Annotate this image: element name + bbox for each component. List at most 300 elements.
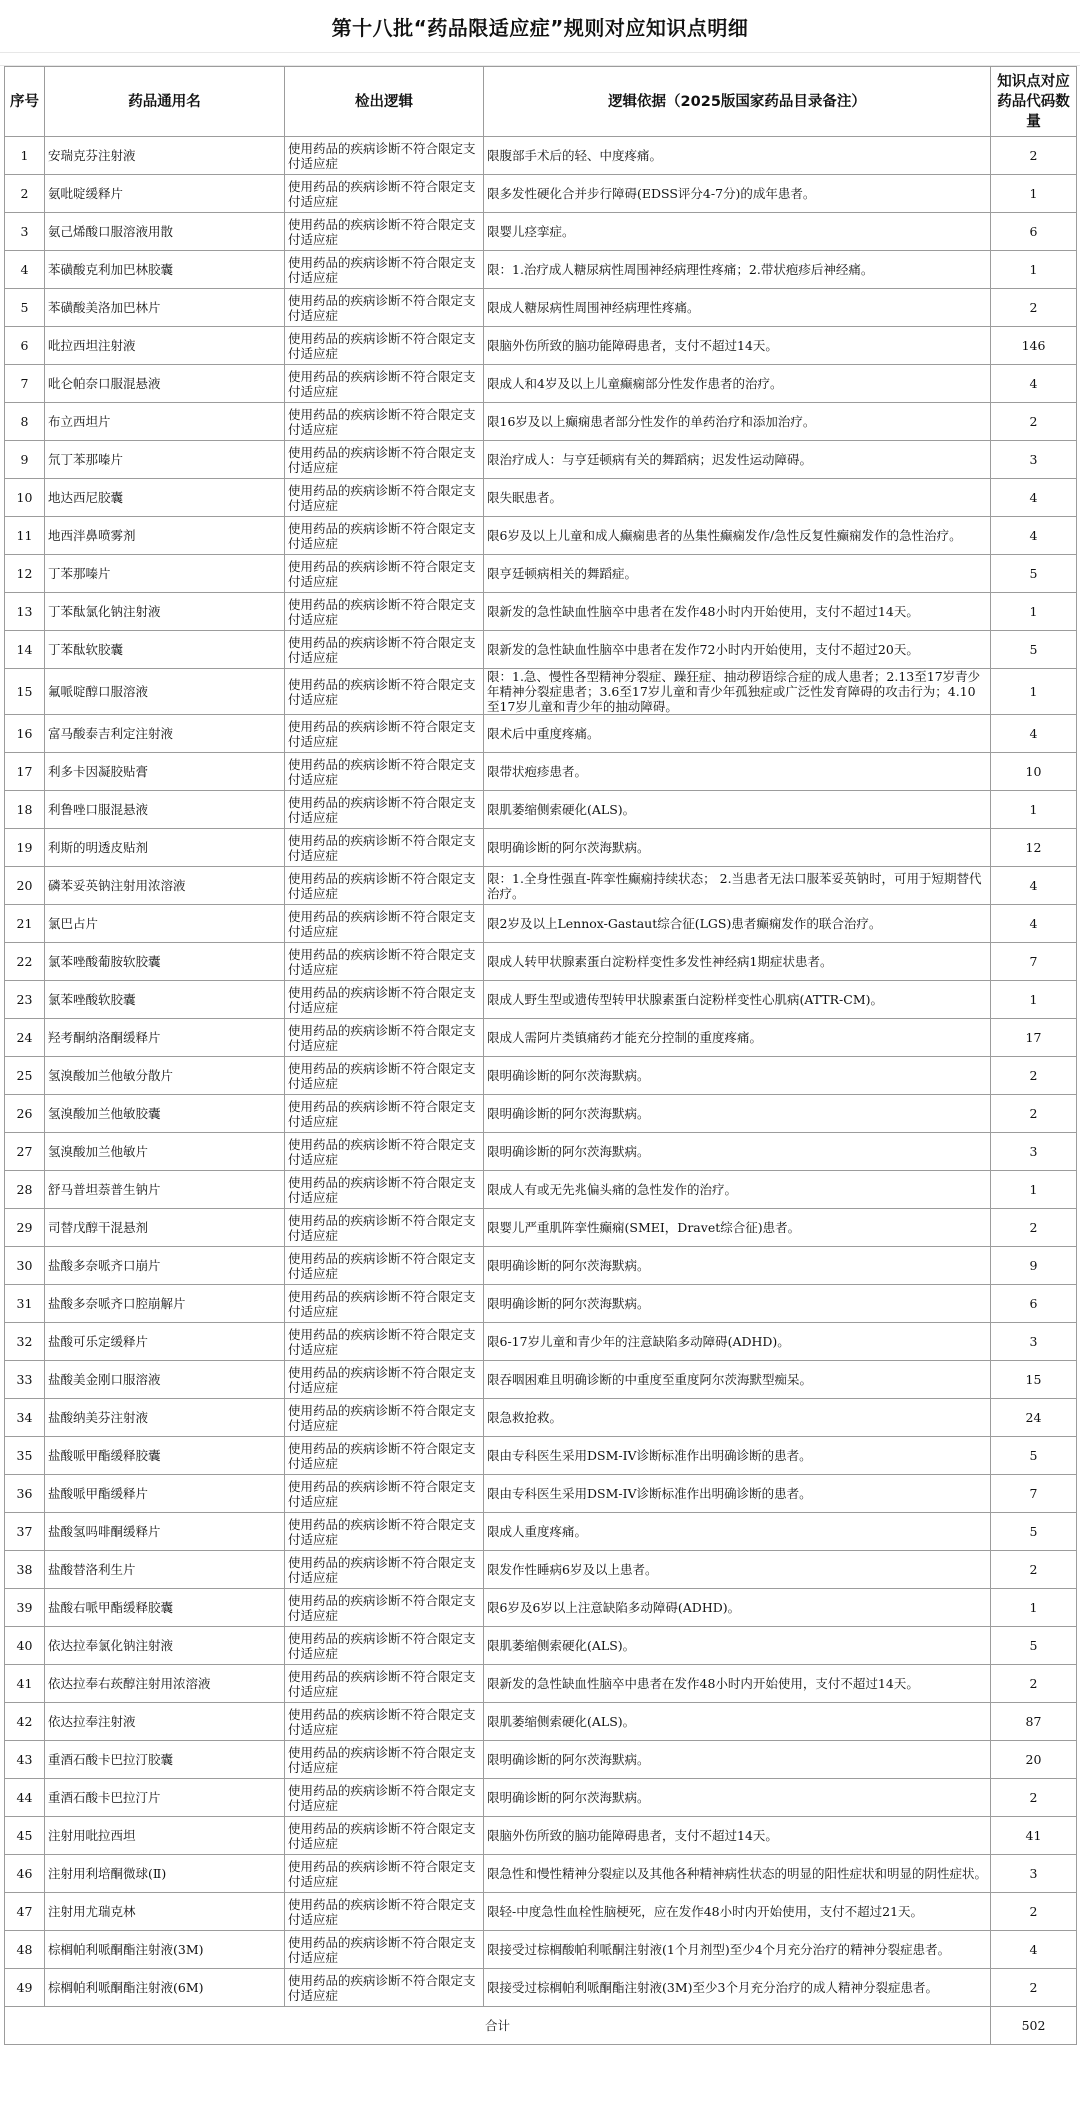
- logic-basis-cell: 限轻-中度急性血栓性脑梗死，应在发作48小时内开始使用，支付不超过21天。: [484, 1893, 991, 1931]
- drug-name-cell: 布立西坦片: [45, 403, 285, 441]
- table-row: [5, 213, 1077, 251]
- code-count-cell: 2: [991, 403, 1077, 441]
- row-number-cell: 20: [5, 867, 45, 905]
- row-number-cell: 7: [5, 365, 45, 403]
- detection-logic-cell: 使用药品的疾病诊断不符合限定支付适应症: [285, 289, 484, 327]
- header-no: 序号: [5, 67, 45, 137]
- detection-logic-cell: 使用药品的疾病诊断不符合限定支付适应症: [285, 1817, 484, 1855]
- code-count-cell: 4: [991, 905, 1077, 943]
- drug-name-cell: 舒马普坦萘普生钠片: [45, 1171, 285, 1209]
- code-count-cell: 5: [991, 555, 1077, 593]
- code-count-cell: 4: [991, 479, 1077, 517]
- logic-basis-cell: 限术后中重度疼痛。: [484, 715, 991, 753]
- detection-logic-cell: 使用药品的疾病诊断不符合限定支付适应症: [285, 403, 484, 441]
- detection-logic-cell: 使用药品的疾病诊断不符合限定支付适应症: [285, 1779, 484, 1817]
- detection-logic-cell: 使用药品的疾病诊断不符合限定支付适应症: [285, 1513, 484, 1551]
- logic-basis-cell: 限明确诊断的阿尔茨海默病。: [484, 1057, 991, 1095]
- drug-name-cell: 依达拉奉氯化钠注射液: [45, 1627, 285, 1665]
- drug-name-cell: 棕榈帕利哌酮酯注射液(3M): [45, 1931, 285, 1969]
- drug-name-cell: 依达拉奉右莰醇注射用浓溶液: [45, 1665, 285, 1703]
- code-count-cell: 2: [991, 289, 1077, 327]
- detection-logic-cell: 使用药品的疾病诊断不符合限定支付适应症: [285, 1893, 484, 1931]
- drug-name-cell: 注射用利培酮微球(Ⅱ): [45, 1855, 285, 1893]
- code-count-cell: 2: [991, 1893, 1077, 1931]
- detection-logic-cell: 使用药品的疾病诊断不符合限定支付适应症: [285, 715, 484, 753]
- code-count-cell: 5: [991, 1513, 1077, 1551]
- row-number-cell: 21: [5, 905, 45, 943]
- table-row: [5, 867, 1077, 905]
- row-number-cell: 47: [5, 1893, 45, 1931]
- row-number-cell: 36: [5, 1475, 45, 1513]
- drug-name-cell: 盐酸右哌甲酯缓释胶囊: [45, 1589, 285, 1627]
- drug-name-cell: 氟哌啶醇口服溶液: [45, 669, 285, 715]
- row-number-cell: 13: [5, 593, 45, 631]
- drug-name-cell: 棕榈帕利哌酮酯注射液(6M): [45, 1969, 285, 2007]
- row-number-cell: 18: [5, 791, 45, 829]
- table-row: [5, 905, 1077, 943]
- table-row: [5, 1513, 1077, 1551]
- drug-name-cell: 丁苯酞软胶囊: [45, 631, 285, 669]
- code-count-cell: 3: [991, 441, 1077, 479]
- code-count-cell: 5: [991, 1437, 1077, 1475]
- row-number-cell: 2: [5, 175, 45, 213]
- code-count-cell: 4: [991, 715, 1077, 753]
- logic-basis-cell: 限16岁及以上癫痫患者部分性发作的单药治疗和添加治疗。: [484, 403, 991, 441]
- drug-name-cell: 司替戊醇干混悬剂: [45, 1209, 285, 1247]
- code-count-cell: 6: [991, 213, 1077, 251]
- total-label: 合计: [5, 2007, 991, 2045]
- code-count-cell: 2: [991, 1209, 1077, 1247]
- logic-basis-cell: 限接受过棕榈酸帕利哌酮注射液(1个月剂型)至少4个月充分治疗的精神分裂症患者。: [484, 1931, 991, 1969]
- total-count: 502: [991, 2007, 1077, 2045]
- row-number-cell: 45: [5, 1817, 45, 1855]
- table-row: [5, 365, 1077, 403]
- row-number-cell: 19: [5, 829, 45, 867]
- table-row: [5, 715, 1077, 753]
- table-row: [5, 1019, 1077, 1057]
- table-row: [5, 1817, 1077, 1855]
- detection-logic-cell: 使用药品的疾病诊断不符合限定支付适应症: [285, 905, 484, 943]
- detection-logic-cell: 使用药品的疾病诊断不符合限定支付适应症: [285, 943, 484, 981]
- row-number-cell: 42: [5, 1703, 45, 1741]
- code-count-cell: 41: [991, 1817, 1077, 1855]
- row-number-cell: 40: [5, 1627, 45, 1665]
- table-row: [5, 327, 1077, 365]
- row-number-cell: 15: [5, 669, 45, 715]
- table-row: [5, 593, 1077, 631]
- drug-name-cell: 氯苯唑酸软胶囊: [45, 981, 285, 1019]
- row-number-cell: 32: [5, 1323, 45, 1361]
- detection-logic-cell: 使用药品的疾病诊断不符合限定支付适应症: [285, 1551, 484, 1589]
- code-count-cell: 1: [991, 175, 1077, 213]
- code-count-cell: 1: [991, 1589, 1077, 1627]
- row-number-cell: 9: [5, 441, 45, 479]
- code-count-cell: 17: [991, 1019, 1077, 1057]
- logic-basis-cell: 限脑外伤所致的脑功能障碍患者，支付不超过14天。: [484, 1817, 991, 1855]
- header-drug-name: 药品通用名: [45, 67, 285, 137]
- drug-name-cell: 利多卡因凝胶贴膏: [45, 753, 285, 791]
- code-count-cell: 1: [991, 1171, 1077, 1209]
- table-row: [5, 1133, 1077, 1171]
- header-count: 知识点对应药品代码数量: [991, 67, 1077, 137]
- drug-name-cell: 丁苯那嗪片: [45, 555, 285, 593]
- logic-basis-cell: 限急性和慢性精神分裂症以及其他各种精神病性状态的明显的阳性症状和明显的阴性症状。: [484, 1855, 991, 1893]
- logic-basis-cell: 限腹部手术后的轻、中度疼痛。: [484, 137, 991, 175]
- detection-logic-cell: 使用药品的疾病诊断不符合限定支付适应症: [285, 555, 484, 593]
- drug-name-cell: 盐酸氢吗啡酮缓释片: [45, 1513, 285, 1551]
- logic-basis-cell: 限6-17岁儿童和青少年的注意缺陷多动障碍(ADHD)。: [484, 1323, 991, 1361]
- table-header-row: [5, 67, 1077, 137]
- drug-name-cell: 吡仑帕奈口服混悬液: [45, 365, 285, 403]
- logic-basis-cell: 限明确诊断的阿尔茨海默病。: [484, 1285, 991, 1323]
- logic-basis-cell: 限接受过棕榈帕利哌酮酯注射液(3M)至少3个月充分治疗的成人精神分裂症患者。: [484, 1969, 991, 2007]
- code-count-cell: 1: [991, 981, 1077, 1019]
- detection-logic-cell: 使用药品的疾病诊断不符合限定支付适应症: [285, 1133, 484, 1171]
- table-row: [5, 1361, 1077, 1399]
- logic-basis-cell: 限成人需阿片类镇痛药才能充分控制的重度疼痛。: [484, 1019, 991, 1057]
- code-count-cell: 5: [991, 1627, 1077, 1665]
- drug-name-cell: 氢溴酸加兰他敏胶囊: [45, 1095, 285, 1133]
- code-count-cell: 7: [991, 1475, 1077, 1513]
- table-row: [5, 1893, 1077, 1931]
- logic-basis-cell: 限明确诊断的阿尔茨海默病。: [484, 1095, 991, 1133]
- row-number-cell: 48: [5, 1931, 45, 1969]
- table-row: [5, 669, 1077, 715]
- drug-name-cell: 盐酸多奈哌齐口崩片: [45, 1247, 285, 1285]
- detection-logic-cell: 使用药品的疾病诊断不符合限定支付适应症: [285, 1741, 484, 1779]
- logic-basis-cell: 限：1.急、慢性各型精神分裂症、躁狂症、抽动秽语综合症的成人患者；2.13至17岁青少年精神分裂症患者；3.6至17岁儿童和青少年孤独症或广泛性发育障碍的攻击行为；4.10至17岁儿童和青少年的抽动障碍。: [484, 669, 991, 715]
- row-number-cell: 17: [5, 753, 45, 791]
- detection-logic-cell: 使用药品的疾病诊断不符合限定支付适应症: [285, 175, 484, 213]
- row-number-cell: 25: [5, 1057, 45, 1095]
- logic-basis-cell: 限明确诊断的阿尔茨海默病。: [484, 1247, 991, 1285]
- detection-logic-cell: 使用药品的疾病诊断不符合限定支付适应症: [285, 1703, 484, 1741]
- drug-name-cell: 氯巴占片: [45, 905, 285, 943]
- logic-basis-cell: 限成人糖尿病性周围神经病理性疼痛。: [484, 289, 991, 327]
- code-count-cell: 2: [991, 1665, 1077, 1703]
- code-count-cell: 3: [991, 1855, 1077, 1893]
- detection-logic-cell: 使用药品的疾病诊断不符合限定支付适应症: [285, 1399, 484, 1437]
- table-row: [5, 631, 1077, 669]
- table-row: [5, 1171, 1077, 1209]
- logic-basis-cell: 限由专科医生采用DSM-IV诊断标准作出明确诊断的患者。: [484, 1437, 991, 1475]
- logic-basis-cell: 限成人野生型或遗传型转甲状腺素蛋白淀粉样变性心肌病(ATTR-CM)。: [484, 981, 991, 1019]
- table-row: [5, 791, 1077, 829]
- logic-basis-cell: 限成人重度疼痛。: [484, 1513, 991, 1551]
- table-row: [5, 1741, 1077, 1779]
- table-row: [5, 1057, 1077, 1095]
- table-row: [5, 1437, 1077, 1475]
- code-count-cell: 2: [991, 1551, 1077, 1589]
- code-count-cell: 2: [991, 1779, 1077, 1817]
- drug-name-cell: 盐酸替洛利生片: [45, 1551, 285, 1589]
- drug-name-cell: 吡拉西坦注射液: [45, 327, 285, 365]
- table-row: [5, 829, 1077, 867]
- table-body: [5, 137, 1077, 2045]
- detection-logic-cell: 使用药品的疾病诊断不符合限定支付适应症: [285, 1095, 484, 1133]
- detection-logic-cell: 使用药品的疾病诊断不符合限定支付适应症: [285, 867, 484, 905]
- table-row: [5, 175, 1077, 213]
- logic-basis-cell: 限明确诊断的阿尔茨海默病。: [484, 1133, 991, 1171]
- detection-logic-cell: 使用药品的疾病诊断不符合限定支付适应症: [285, 593, 484, 631]
- code-count-cell: 2: [991, 137, 1077, 175]
- code-count-cell: 4: [991, 365, 1077, 403]
- row-number-cell: 4: [5, 251, 45, 289]
- table-row: [5, 251, 1077, 289]
- logic-basis-cell: 限新发的急性缺血性脑卒中患者在发作72小时内开始使用，支付不超过20天。: [484, 631, 991, 669]
- blank-spacer-row: [0, 52, 1080, 66]
- code-count-cell: 4: [991, 867, 1077, 905]
- table-row: [5, 1627, 1077, 1665]
- detection-logic-cell: 使用药品的疾病诊断不符合限定支付适应症: [285, 1171, 484, 1209]
- row-number-cell: 35: [5, 1437, 45, 1475]
- table-row: [5, 1589, 1077, 1627]
- table-row: [5, 289, 1077, 327]
- drug-name-cell: 羟考酮纳洛酮缓释片: [45, 1019, 285, 1057]
- row-number-cell: 49: [5, 1969, 45, 2007]
- code-count-cell: 2: [991, 1057, 1077, 1095]
- detection-logic-cell: 使用药品的疾病诊断不符合限定支付适应症: [285, 441, 484, 479]
- logic-basis-cell: 限成人有或无先兆偏头痛的急性发作的治疗。: [484, 1171, 991, 1209]
- drug-name-cell: 氨己烯酸口服溶液用散: [45, 213, 285, 251]
- row-number-cell: 37: [5, 1513, 45, 1551]
- row-number-cell: 16: [5, 715, 45, 753]
- row-number-cell: 33: [5, 1361, 45, 1399]
- detection-logic-cell: 使用药品的疾病诊断不符合限定支付适应症: [285, 1665, 484, 1703]
- logic-basis-cell: 限肌萎缩侧索硬化(ALS)。: [484, 1627, 991, 1665]
- table-row: [5, 943, 1077, 981]
- row-number-cell: 38: [5, 1551, 45, 1589]
- table-row: [5, 1399, 1077, 1437]
- code-count-cell: 2: [991, 1095, 1077, 1133]
- detection-logic-cell: 使用药品的疾病诊断不符合限定支付适应症: [285, 479, 484, 517]
- logic-basis-cell: 限治疗成人：与亨廷顿病有关的舞蹈病；迟发性运动障碍。: [484, 441, 991, 479]
- drug-name-cell: 依达拉奉注射液: [45, 1703, 285, 1741]
- detection-logic-cell: 使用药品的疾病诊断不符合限定支付适应症: [285, 251, 484, 289]
- logic-basis-cell: 限成人和4岁及以上儿童癫痫部分性发作患者的治疗。: [484, 365, 991, 403]
- drug-name-cell: 盐酸可乐定缓释片: [45, 1323, 285, 1361]
- code-count-cell: 7: [991, 943, 1077, 981]
- table-row: [5, 1551, 1077, 1589]
- code-count-cell: 24: [991, 1399, 1077, 1437]
- detection-logic-cell: 使用药品的疾病诊断不符合限定支付适应症: [285, 1969, 484, 2007]
- drug-name-cell: 盐酸哌甲酯缓释胶囊: [45, 1437, 285, 1475]
- logic-basis-cell: 限多发性硬化合并步行障碍(EDSS评分4-7分)的成年患者。: [484, 175, 991, 213]
- code-count-cell: 87: [991, 1703, 1077, 1741]
- logic-basis-cell: 限婴儿痉挛症。: [484, 213, 991, 251]
- drug-name-cell: 盐酸哌甲酯缓释片: [45, 1475, 285, 1513]
- logic-basis-cell: 限6岁及6岁以上注意缺陷多动障碍(ADHD)。: [484, 1589, 991, 1627]
- table-row: [5, 1285, 1077, 1323]
- logic-basis-cell: 限明确诊断的阿尔茨海默病。: [484, 829, 991, 867]
- table-row: [5, 403, 1077, 441]
- drug-name-cell: 氢溴酸加兰他敏片: [45, 1133, 285, 1171]
- code-count-cell: 1: [991, 251, 1077, 289]
- code-count-cell: 6: [991, 1285, 1077, 1323]
- drug-name-cell: 氢溴酸加兰他敏分散片: [45, 1057, 285, 1095]
- table-row: [5, 479, 1077, 517]
- logic-basis-cell: 限：1.全身性强直-阵挛性癫痫持续状态； 2.当患者无法口服苯妥英钠时，可用于短期替代治疗。: [484, 867, 991, 905]
- detection-logic-cell: 使用药品的疾病诊断不符合限定支付适应症: [285, 829, 484, 867]
- drug-name-cell: 富马酸泰吉利定注射液: [45, 715, 285, 753]
- code-count-cell: 12: [991, 829, 1077, 867]
- detection-logic-cell: 使用药品的疾病诊断不符合限定支付适应症: [285, 137, 484, 175]
- detection-logic-cell: 使用药品的疾病诊断不符合限定支付适应症: [285, 1855, 484, 1893]
- code-count-cell: 4: [991, 517, 1077, 555]
- table-row: [5, 1703, 1077, 1741]
- detection-logic-cell: 使用药品的疾病诊断不符合限定支付适应症: [285, 791, 484, 829]
- detection-logic-cell: 使用药品的疾病诊断不符合限定支付适应症: [285, 1361, 484, 1399]
- detection-logic-cell: 使用药品的疾病诊断不符合限定支付适应症: [285, 1323, 484, 1361]
- table-row: [5, 1779, 1077, 1817]
- detection-logic-cell: 使用药品的疾病诊断不符合限定支付适应症: [285, 1589, 484, 1627]
- table-row: [5, 555, 1077, 593]
- detection-logic-cell: 使用药品的疾病诊断不符合限定支付适应症: [285, 1057, 484, 1095]
- drug-name-cell: 重酒石酸卡巴拉汀胶囊: [45, 1741, 285, 1779]
- row-number-cell: 12: [5, 555, 45, 593]
- logic-basis-cell: 限失眠患者。: [484, 479, 991, 517]
- logic-basis-cell: 限脑外伤所致的脑功能障碍患者，支付不超过14天。: [484, 327, 991, 365]
- row-number-cell: 30: [5, 1247, 45, 1285]
- code-count-cell: 15: [991, 1361, 1077, 1399]
- row-number-cell: 24: [5, 1019, 45, 1057]
- header-logic: 检出逻辑: [285, 67, 484, 137]
- table-row: [5, 1209, 1077, 1247]
- detection-logic-cell: 使用药品的疾病诊断不符合限定支付适应症: [285, 631, 484, 669]
- detection-logic-cell: 使用药品的疾病诊断不符合限定支付适应症: [285, 213, 484, 251]
- code-count-cell: 9: [991, 1247, 1077, 1285]
- drug-name-cell: 盐酸美金刚口服溶液: [45, 1361, 285, 1399]
- row-number-cell: 10: [5, 479, 45, 517]
- row-number-cell: 23: [5, 981, 45, 1019]
- code-count-cell: 10: [991, 753, 1077, 791]
- table-row: [5, 137, 1077, 175]
- logic-basis-cell: 限成人转甲状腺素蛋白淀粉样变性多发性神经病1期症状患者。: [484, 943, 991, 981]
- table-row: [5, 1475, 1077, 1513]
- code-count-cell: 1: [991, 791, 1077, 829]
- code-count-cell: 1: [991, 593, 1077, 631]
- logic-basis-cell: 限由专科医生采用DSM-IV诊断标准作出明确诊断的患者。: [484, 1475, 991, 1513]
- table-row: [5, 1323, 1077, 1361]
- table-row: [5, 441, 1077, 479]
- logic-basis-cell: 限婴儿严重肌阵挛性癫痫(SMEI，Dravet综合征)患者。: [484, 1209, 991, 1247]
- logic-basis-cell: 限2岁及以上Lennox-Gastaut综合征(LGS)患者癫痫发作的联合治疗。: [484, 905, 991, 943]
- logic-basis-cell: 限明确诊断的阿尔茨海默病。: [484, 1741, 991, 1779]
- drug-name-cell: 氘丁苯那嗪片: [45, 441, 285, 479]
- logic-basis-cell: 限新发的急性缺血性脑卒中患者在发作48小时内开始使用，支付不超过14天。: [484, 593, 991, 631]
- row-number-cell: 46: [5, 1855, 45, 1893]
- detection-logic-cell: 使用药品的疾病诊断不符合限定支付适应症: [285, 753, 484, 791]
- detection-logic-cell: 使用药品的疾病诊断不符合限定支付适应症: [285, 1437, 484, 1475]
- detection-logic-cell: 使用药品的疾病诊断不符合限定支付适应症: [285, 1627, 484, 1665]
- logic-basis-cell: 限：1.治疗成人糖尿病性周围神经病理性疼痛；2.带状疱疹后神经痛。: [484, 251, 991, 289]
- drug-name-cell: 地达西尼胶囊: [45, 479, 285, 517]
- row-number-cell: 26: [5, 1095, 45, 1133]
- table-row: [5, 1969, 1077, 2007]
- drug-name-cell: 注射用吡拉西坦: [45, 1817, 285, 1855]
- detection-logic-cell: 使用药品的疾病诊断不符合限定支付适应症: [285, 669, 484, 715]
- row-number-cell: 31: [5, 1285, 45, 1323]
- table-row: [5, 1855, 1077, 1893]
- row-number-cell: 43: [5, 1741, 45, 1779]
- code-count-cell: 4: [991, 1931, 1077, 1969]
- total-row: [5, 2007, 1077, 2045]
- code-count-cell: 5: [991, 631, 1077, 669]
- drug-name-cell: 苯磺酸克利加巴林胶囊: [45, 251, 285, 289]
- logic-basis-cell: 限吞咽困难且明确诊断的中重度至重度阿尔茨海默型痴呆。: [484, 1361, 991, 1399]
- table-row: [5, 981, 1077, 1019]
- drug-name-cell: 安瑞克芬注射液: [45, 137, 285, 175]
- code-count-cell: 146: [991, 327, 1077, 365]
- code-count-cell: 1: [991, 669, 1077, 715]
- row-number-cell: 28: [5, 1171, 45, 1209]
- detection-logic-cell: 使用药品的疾病诊断不符合限定支付适应症: [285, 517, 484, 555]
- logic-basis-cell: 限急救抢救。: [484, 1399, 991, 1437]
- drug-name-cell: 利鲁唑口服混悬液: [45, 791, 285, 829]
- row-number-cell: 39: [5, 1589, 45, 1627]
- detection-logic-cell: 使用药品的疾病诊断不符合限定支付适应症: [285, 327, 484, 365]
- drug-name-cell: 苯磺酸美洛加巴林片: [45, 289, 285, 327]
- row-number-cell: 8: [5, 403, 45, 441]
- row-number-cell: 6: [5, 327, 45, 365]
- knowledge-point-table: [4, 66, 1077, 2045]
- table-row: [5, 1665, 1077, 1703]
- detection-logic-cell: 使用药品的疾病诊断不符合限定支付适应症: [285, 1475, 484, 1513]
- drug-name-cell: 氨吡啶缓释片: [45, 175, 285, 213]
- logic-basis-cell: 限带状疱疹患者。: [484, 753, 991, 791]
- detection-logic-cell: 使用药品的疾病诊断不符合限定支付适应症: [285, 1019, 484, 1057]
- logic-basis-cell: 限发作性睡病6岁及以上患者。: [484, 1551, 991, 1589]
- drug-name-cell: 磷苯妥英钠注射用浓溶液: [45, 867, 285, 905]
- detection-logic-cell: 使用药品的疾病诊断不符合限定支付适应症: [285, 365, 484, 403]
- logic-basis-cell: 限新发的急性缺血性脑卒中患者在发作48小时内开始使用，支付不超过14天。: [484, 1665, 991, 1703]
- table-row: [5, 1095, 1077, 1133]
- row-number-cell: 27: [5, 1133, 45, 1171]
- row-number-cell: 29: [5, 1209, 45, 1247]
- logic-basis-cell: 限明确诊断的阿尔茨海默病。: [484, 1779, 991, 1817]
- row-number-cell: 41: [5, 1665, 45, 1703]
- document-title: 第十八批“药品限适应症”规则对应知识点明细: [331, 16, 749, 40]
- row-number-cell: 3: [5, 213, 45, 251]
- code-count-cell: 3: [991, 1323, 1077, 1361]
- detection-logic-cell: 使用药品的疾病诊断不符合限定支付适应症: [285, 1209, 484, 1247]
- row-number-cell: 44: [5, 1779, 45, 1817]
- drug-name-cell: 盐酸纳美芬注射液: [45, 1399, 285, 1437]
- drug-name-cell: 地西泮鼻喷雾剂: [45, 517, 285, 555]
- drug-name-cell: 盐酸多奈哌齐口腔崩解片: [45, 1285, 285, 1323]
- row-number-cell: 22: [5, 943, 45, 981]
- detection-logic-cell: 使用药品的疾病诊断不符合限定支付适应症: [285, 1247, 484, 1285]
- table-row: [5, 753, 1077, 791]
- logic-basis-cell: 限6岁及以上儿童和成人癫痫患者的丛集性癫痫发作/急性反复性癫痫发作的急性治疗。: [484, 517, 991, 555]
- drug-name-cell: 丁苯酞氯化钠注射液: [45, 593, 285, 631]
- drug-name-cell: 氯苯唑酸葡胺软胶囊: [45, 943, 285, 981]
- detection-logic-cell: 使用药品的疾病诊断不符合限定支付适应症: [285, 1285, 484, 1323]
- row-number-cell: 11: [5, 517, 45, 555]
- row-number-cell: 14: [5, 631, 45, 669]
- code-count-cell: 20: [991, 1741, 1077, 1779]
- row-number-cell: 5: [5, 289, 45, 327]
- table-row: [5, 1931, 1077, 1969]
- table-row: [5, 1247, 1077, 1285]
- row-number-cell: 1: [5, 137, 45, 175]
- drug-name-cell: 重酒石酸卡巴拉汀片: [45, 1779, 285, 1817]
- code-count-cell: 3: [991, 1133, 1077, 1171]
- code-count-cell: 2: [991, 1969, 1077, 2007]
- detection-logic-cell: 使用药品的疾病诊断不符合限定支付适应症: [285, 1931, 484, 1969]
- logic-basis-cell: 限肌萎缩侧索硬化(ALS)。: [484, 791, 991, 829]
- table-row: [5, 517, 1077, 555]
